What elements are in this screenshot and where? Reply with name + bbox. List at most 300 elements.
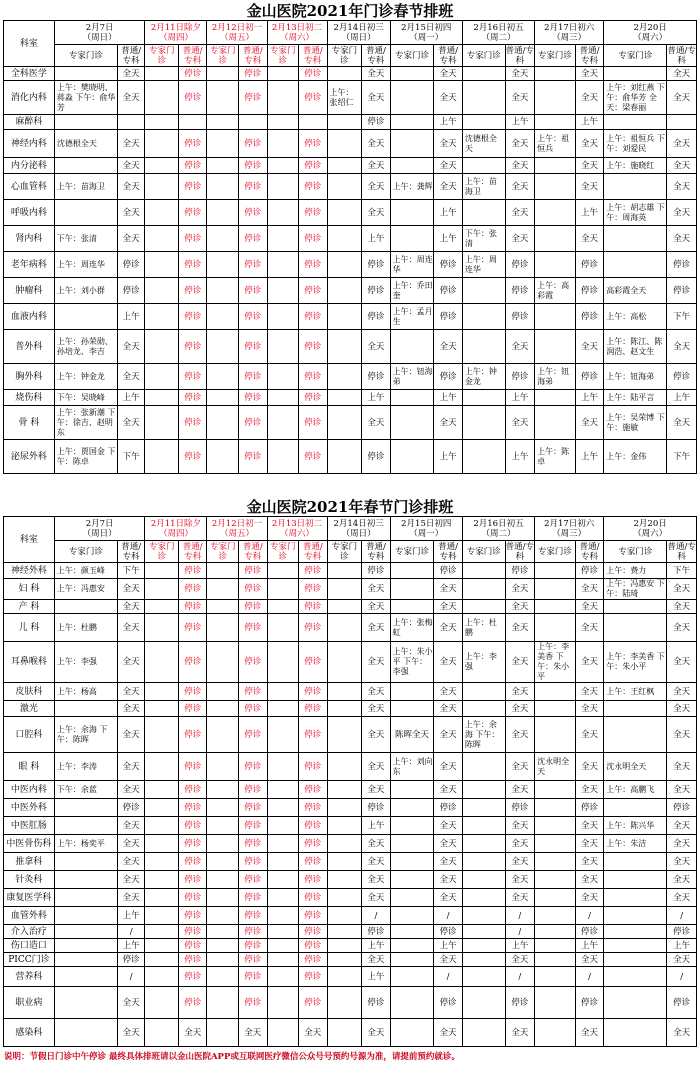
status-cell: 停诊 bbox=[299, 642, 328, 683]
status-cell: 停诊 bbox=[117, 953, 144, 967]
status-cell: 停诊 bbox=[239, 174, 268, 200]
status-cell: 上午 bbox=[117, 304, 144, 330]
normal-clinic-header: 普通/专科 bbox=[299, 541, 328, 563]
expert-clinic-header: 专家门诊 bbox=[207, 541, 239, 563]
status-cell: 全天 bbox=[575, 1019, 604, 1047]
dept-cell: 耳鼻喉科 bbox=[4, 642, 55, 683]
status-cell: 停诊 bbox=[239, 304, 268, 330]
expert-cell bbox=[267, 753, 299, 781]
status-cell: 全天 bbox=[117, 987, 144, 1019]
expert-clinic-header: 专家门诊 bbox=[145, 45, 179, 67]
expert-cell: 上午：高彩霞 bbox=[535, 278, 576, 304]
status-cell: 停诊 bbox=[667, 278, 697, 304]
status-cell: 停诊 bbox=[575, 278, 604, 304]
status-cell: 停诊 bbox=[178, 600, 207, 614]
expert-cell bbox=[390, 81, 434, 115]
expert-cell bbox=[462, 600, 505, 614]
expert-cell bbox=[390, 600, 434, 614]
weekday-label: （周四） bbox=[158, 32, 193, 43]
expert-cell bbox=[604, 600, 667, 614]
status-cell: 全天 bbox=[667, 200, 697, 226]
expert-cell: 上午：张梅虹 bbox=[390, 614, 434, 642]
status-cell: 停诊 bbox=[178, 871, 207, 889]
expert-cell bbox=[267, 226, 299, 252]
expert-cell bbox=[207, 939, 239, 953]
status-cell: 全天 bbox=[667, 1019, 697, 1047]
status-cell: 停诊 bbox=[299, 835, 328, 853]
status-cell: 上午 bbox=[362, 967, 391, 987]
status-cell: 停诊 bbox=[239, 642, 268, 683]
status-cell: 全天 bbox=[575, 130, 604, 158]
status-cell: 全天 bbox=[667, 579, 697, 600]
status-cell: 停诊 bbox=[178, 889, 207, 907]
expert-cell: 上午：周连华 bbox=[390, 252, 434, 278]
expert-cell bbox=[604, 1019, 667, 1047]
status-cell: / bbox=[667, 967, 697, 987]
expert-cell bbox=[207, 390, 239, 406]
status-cell: 全天 bbox=[575, 953, 604, 967]
expert-cell bbox=[462, 1019, 505, 1047]
expert-cell bbox=[207, 925, 239, 939]
status-cell: 停诊 bbox=[239, 614, 268, 642]
status-cell: 全天 bbox=[434, 701, 463, 717]
expert-cell bbox=[145, 130, 179, 158]
expert-cell bbox=[535, 953, 576, 967]
expert-cell bbox=[327, 817, 362, 835]
expert-cell: 上午：杜鹏 bbox=[54, 614, 117, 642]
status-cell: 全天 bbox=[362, 614, 391, 642]
status-cell: 全天 bbox=[239, 1019, 268, 1047]
status-cell: 停诊 bbox=[239, 158, 268, 174]
expert-cell: 沈德根全天 bbox=[462, 130, 505, 158]
expert-clinic-header: 专家门诊 bbox=[327, 45, 362, 67]
expert-cell: 上午：颜玉峰 bbox=[54, 563, 117, 579]
status-cell: 停诊 bbox=[299, 130, 328, 158]
expert-cell bbox=[327, 406, 362, 440]
expert-cell: 沈永明全天 bbox=[535, 753, 576, 781]
date-label: 2月7日 bbox=[85, 518, 114, 529]
expert-cell bbox=[604, 614, 667, 642]
status-cell: 停诊 bbox=[239, 835, 268, 853]
expert-cell bbox=[327, 130, 362, 158]
dept-cell: 心血管科 bbox=[4, 174, 55, 200]
status-cell: 全天 bbox=[575, 614, 604, 642]
status-cell: 全天 bbox=[117, 67, 144, 81]
expert-cell bbox=[604, 252, 667, 278]
status-cell: 停诊 bbox=[505, 252, 535, 278]
status-cell: 停诊 bbox=[299, 799, 328, 817]
expert-cell bbox=[390, 939, 434, 953]
status-cell: 停诊 bbox=[239, 953, 268, 967]
expert-cell bbox=[462, 871, 505, 889]
status-cell: 全天 bbox=[505, 781, 535, 799]
dept-cell: 针灸科 bbox=[4, 871, 55, 889]
expert-cell bbox=[267, 717, 299, 753]
weekday-label: （周六） bbox=[280, 32, 315, 43]
status-cell: 停诊 bbox=[178, 753, 207, 781]
dept-cell: 肿瘤科 bbox=[4, 278, 55, 304]
date-label: 2月15日初四 bbox=[401, 518, 452, 529]
expert-cell bbox=[267, 939, 299, 953]
status-cell: 全天 bbox=[575, 871, 604, 889]
status-cell: 上午 bbox=[505, 390, 535, 406]
status-cell: 停诊 bbox=[178, 406, 207, 440]
status-cell: 停诊 bbox=[299, 364, 328, 390]
dept-cell: 神经外科 bbox=[4, 563, 55, 579]
status-cell: 停诊 bbox=[239, 406, 268, 440]
table-row bbox=[4, 67, 697, 81]
expert-cell bbox=[267, 1019, 299, 1047]
date-header bbox=[207, 517, 267, 541]
status-cell: 停诊 bbox=[299, 683, 328, 701]
status-cell: 上午 bbox=[117, 939, 144, 953]
expert-cell bbox=[145, 939, 179, 953]
expert-cell bbox=[145, 781, 179, 799]
expert-cell bbox=[327, 717, 362, 753]
status-cell: 全天 bbox=[434, 817, 463, 835]
status-cell: 停诊 bbox=[575, 799, 604, 817]
expert-cell bbox=[604, 967, 667, 987]
expert-cell: 上午：李美香 下午：朱小平 bbox=[535, 642, 576, 683]
status-cell: 全天 bbox=[117, 701, 144, 717]
status-cell: 停诊 bbox=[299, 853, 328, 871]
date-header bbox=[54, 21, 145, 45]
status-cell: 上午 bbox=[434, 939, 463, 953]
status-cell: 停诊 bbox=[434, 304, 463, 330]
expert-cell bbox=[462, 701, 505, 717]
expert-cell bbox=[145, 953, 179, 967]
expert-cell bbox=[207, 907, 239, 925]
status-cell: 停诊 bbox=[299, 174, 328, 200]
status-cell: 停诊 bbox=[299, 925, 328, 939]
table-row bbox=[4, 158, 697, 174]
status-cell: 全天 bbox=[362, 1019, 391, 1047]
date-header bbox=[390, 21, 462, 45]
status-cell: 停诊 bbox=[505, 278, 535, 304]
status-cell: 停诊 bbox=[299, 226, 328, 252]
status-cell: 全天 bbox=[505, 614, 535, 642]
weekday-label: （周日） bbox=[82, 32, 117, 43]
expert-cell bbox=[267, 925, 299, 939]
expert-cell: 上午：李强 bbox=[54, 642, 117, 683]
expert-cell: 上午：余海 下午：陈晖 bbox=[462, 717, 505, 753]
status-cell: 全天 bbox=[117, 130, 144, 158]
expert-cell bbox=[462, 67, 505, 81]
dept-cell: 口腔科 bbox=[4, 717, 55, 753]
date-label: 2月15日初四 bbox=[401, 22, 452, 33]
dept-cell: 骨 科 bbox=[4, 406, 55, 440]
expert-cell bbox=[390, 907, 434, 925]
expert-cell bbox=[207, 987, 239, 1019]
status-cell: 停诊 bbox=[575, 364, 604, 390]
date-label: 2月16日初五 bbox=[473, 22, 524, 33]
normal-clinic-header: 普通/专科 bbox=[299, 45, 328, 67]
date-header bbox=[145, 21, 207, 45]
expert-cell bbox=[207, 174, 239, 200]
status-cell: 上午 bbox=[362, 390, 391, 406]
table-row bbox=[4, 987, 697, 1019]
expert-cell bbox=[462, 853, 505, 871]
status-cell: 全天 bbox=[667, 174, 697, 200]
status-cell: 停诊 bbox=[299, 67, 328, 81]
date-header bbox=[462, 21, 534, 45]
expert-cell: 上午：祖恒兵 bbox=[535, 130, 576, 158]
expert-cell bbox=[327, 907, 362, 925]
expert-cell bbox=[207, 614, 239, 642]
expert-cell bbox=[267, 390, 299, 406]
status-cell: 全天 bbox=[362, 130, 391, 158]
date-header bbox=[267, 517, 327, 541]
status-cell: 全天 bbox=[362, 174, 391, 200]
status-cell: 停诊 bbox=[178, 907, 207, 925]
expert-cell: 上午：钮海弟 bbox=[604, 364, 667, 390]
expert-cell: 上午：杜鹏 bbox=[462, 614, 505, 642]
table-row bbox=[4, 817, 697, 835]
status-cell: 停诊 bbox=[299, 753, 328, 781]
date-header bbox=[267, 21, 327, 45]
dept-cell: 全科医学 bbox=[4, 67, 55, 81]
expert-cell bbox=[462, 953, 505, 967]
expert-cell bbox=[327, 987, 362, 1019]
status-cell: 全天 bbox=[505, 200, 535, 226]
status-cell: 全天 bbox=[362, 81, 391, 115]
dept-cell: 肾内科 bbox=[4, 226, 55, 252]
weekday-label: （周一） bbox=[409, 32, 444, 43]
status-cell: 停诊 bbox=[299, 579, 328, 600]
expert-cell bbox=[390, 835, 434, 853]
status-cell: 停诊 bbox=[299, 200, 328, 226]
date-header bbox=[604, 517, 697, 541]
status-cell: 全天 bbox=[667, 330, 697, 364]
status-cell: 停诊 bbox=[362, 440, 391, 474]
expert-cell bbox=[390, 817, 434, 835]
status-cell: 停诊 bbox=[178, 817, 207, 835]
expert-cell bbox=[207, 799, 239, 817]
expert-cell bbox=[327, 799, 362, 817]
expert-cell bbox=[327, 364, 362, 390]
status-cell: 全天 bbox=[667, 835, 697, 853]
status-cell: 全天 bbox=[299, 1019, 328, 1047]
expert-cell bbox=[207, 683, 239, 701]
expert-cell bbox=[207, 967, 239, 987]
status-cell: 全天 bbox=[434, 579, 463, 600]
dept-cell: 中医外科 bbox=[4, 799, 55, 817]
expert-cell: 上午：张新潮 下午：徐吉、赵明东 bbox=[54, 406, 117, 440]
dept-cell: 血液内科 bbox=[4, 304, 55, 330]
status-cell: 停诊 bbox=[299, 889, 328, 907]
expert-cell bbox=[267, 953, 299, 967]
status-cell: 停诊 bbox=[239, 226, 268, 252]
status-cell: 全天 bbox=[434, 889, 463, 907]
status-cell: 停诊 bbox=[667, 252, 697, 278]
status-cell: 停诊 bbox=[239, 987, 268, 1019]
expert-cell bbox=[267, 817, 299, 835]
dept-cell: 妇 科 bbox=[4, 579, 55, 600]
table-row bbox=[4, 753, 697, 781]
expert-cell bbox=[327, 115, 362, 130]
date-label: 2月12日初一 bbox=[211, 518, 263, 529]
expert-cell bbox=[327, 642, 362, 683]
status-cell: 全天 bbox=[434, 642, 463, 683]
status-cell bbox=[239, 115, 268, 130]
status-cell: 停诊 bbox=[178, 939, 207, 953]
expert-cell bbox=[327, 226, 362, 252]
status-cell: 全天 bbox=[575, 781, 604, 799]
dept-cell: 眼 科 bbox=[4, 753, 55, 781]
status-cell: 停诊 bbox=[434, 252, 463, 278]
status-cell: 上午 bbox=[505, 939, 535, 953]
expert-cell bbox=[267, 115, 299, 130]
expert-cell bbox=[207, 115, 239, 130]
status-cell: 全天 bbox=[362, 330, 391, 364]
expert-cell bbox=[145, 753, 179, 781]
expert-clinic-header: 专家门诊 bbox=[267, 541, 299, 563]
expert-cell bbox=[207, 67, 239, 81]
table-row bbox=[4, 871, 697, 889]
expert-cell bbox=[390, 781, 434, 799]
dept-cell: 呼吸内科 bbox=[4, 200, 55, 226]
expert-cell bbox=[604, 799, 667, 817]
expert-cell: 上午：苗海卫 bbox=[54, 174, 117, 200]
expert-cell bbox=[535, 853, 576, 871]
status-cell: 全天 bbox=[667, 853, 697, 871]
status-cell: / bbox=[667, 907, 697, 925]
status-cell bbox=[178, 115, 207, 130]
expert-cell bbox=[54, 817, 117, 835]
status-cell: 停诊 bbox=[239, 939, 268, 953]
expert-cell bbox=[462, 406, 505, 440]
expert-cell bbox=[462, 81, 505, 115]
table-row bbox=[4, 907, 697, 925]
status-cell: 停诊 bbox=[299, 252, 328, 278]
expert-cell bbox=[207, 871, 239, 889]
status-cell: 全天 bbox=[117, 1019, 144, 1047]
status-cell: 停诊 bbox=[575, 987, 604, 1019]
expert-cell bbox=[207, 889, 239, 907]
expert-cell bbox=[535, 252, 576, 278]
expert-cell bbox=[267, 304, 299, 330]
expert-cell: 上午：李强 bbox=[462, 642, 505, 683]
dept-cell: PICC门诊 bbox=[4, 953, 55, 967]
expert-cell bbox=[267, 683, 299, 701]
expert-cell bbox=[327, 835, 362, 853]
table-row bbox=[4, 330, 697, 364]
expert-cell bbox=[462, 907, 505, 925]
expert-cell bbox=[462, 817, 505, 835]
status-cell: 全天 bbox=[117, 200, 144, 226]
expert-cell bbox=[145, 252, 179, 278]
expert-cell: 上午：陈卓 bbox=[535, 440, 576, 474]
expert-cell bbox=[390, 130, 434, 158]
status-cell: 全天 bbox=[575, 406, 604, 440]
expert-cell bbox=[145, 987, 179, 1019]
expert-cell bbox=[604, 226, 667, 252]
dept-cell: 内分泌科 bbox=[4, 158, 55, 174]
date-label: 2月20日 bbox=[633, 518, 667, 529]
status-cell: 停诊 bbox=[239, 130, 268, 158]
expert-cell bbox=[535, 115, 576, 130]
expert-cell: 上午：张绍仁 bbox=[327, 81, 362, 115]
status-cell: 停诊 bbox=[299, 158, 328, 174]
status-cell: 停诊 bbox=[299, 81, 328, 115]
expert-cell bbox=[327, 701, 362, 717]
expert-cell bbox=[54, 600, 117, 614]
status-cell: 停诊 bbox=[505, 799, 535, 817]
status-cell: 全天 bbox=[505, 889, 535, 907]
status-cell: 全天 bbox=[434, 330, 463, 364]
status-cell: 上午 bbox=[434, 390, 463, 406]
status-cell: 停诊 bbox=[362, 115, 391, 130]
expert-cell bbox=[390, 925, 434, 939]
status-cell: 停诊 bbox=[299, 304, 328, 330]
expert-cell bbox=[207, 81, 239, 115]
expert-cell bbox=[327, 853, 362, 871]
expert-cell: 上午：陈江、陈润浩、赵文生 bbox=[604, 330, 667, 364]
expert-cell bbox=[390, 226, 434, 252]
expert-cell bbox=[267, 781, 299, 799]
status-cell: 停诊 bbox=[178, 683, 207, 701]
status-cell: 停诊 bbox=[178, 330, 207, 364]
expert-cell bbox=[145, 579, 179, 600]
dept-cell: 感染科 bbox=[4, 1019, 55, 1047]
status-cell: / bbox=[362, 907, 391, 925]
expert-cell bbox=[267, 889, 299, 907]
weekday-label: （周四） bbox=[158, 528, 193, 539]
normal-clinic-header: 普通/专科 bbox=[239, 45, 268, 67]
expert-cell bbox=[267, 81, 299, 115]
table-row bbox=[4, 925, 697, 939]
schedule-1 bbox=[3, 2, 697, 474]
expert-cell bbox=[390, 889, 434, 907]
status-cell: 全天 bbox=[505, 158, 535, 174]
status-cell: 全天 bbox=[117, 753, 144, 781]
table-row bbox=[4, 174, 697, 200]
status-cell bbox=[667, 115, 697, 130]
expert-cell bbox=[327, 967, 362, 987]
expert-cell bbox=[54, 907, 117, 925]
dept-cell: 普外科 bbox=[4, 330, 55, 364]
expert-cell bbox=[207, 717, 239, 753]
normal-clinic-header: 普通/专科 bbox=[178, 45, 207, 67]
status-cell: 上午 bbox=[117, 390, 144, 406]
status-cell: 停诊 bbox=[178, 853, 207, 871]
expert-cell bbox=[535, 390, 576, 406]
status-cell: 全天 bbox=[434, 683, 463, 701]
expert-cell bbox=[145, 278, 179, 304]
status-cell: 上午 bbox=[575, 390, 604, 406]
status-cell: 停诊 bbox=[362, 563, 391, 579]
expert-cell bbox=[54, 925, 117, 939]
status-cell: 全天 bbox=[362, 853, 391, 871]
status-cell: 全天 bbox=[117, 406, 144, 440]
expert-cell: 上午：高鹏飞 bbox=[604, 781, 667, 799]
status-cell: 全天 bbox=[505, 579, 535, 600]
status-cell: 停诊 bbox=[575, 304, 604, 330]
status-cell: 下午 bbox=[117, 440, 144, 474]
expert-cell bbox=[145, 817, 179, 835]
table-row bbox=[4, 717, 697, 753]
table-row bbox=[4, 130, 697, 158]
expert-cell bbox=[207, 600, 239, 614]
status-cell: 停诊 bbox=[239, 889, 268, 907]
expert-cell bbox=[535, 200, 576, 226]
expert-cell bbox=[267, 642, 299, 683]
expert-cell bbox=[462, 579, 505, 600]
expert-cell: 下午：吴晓峰 bbox=[54, 390, 117, 406]
expert-cell: 高彩霞全天 bbox=[604, 278, 667, 304]
status-cell: 停诊 bbox=[239, 330, 268, 364]
weekday-label: （周日） bbox=[82, 528, 117, 539]
